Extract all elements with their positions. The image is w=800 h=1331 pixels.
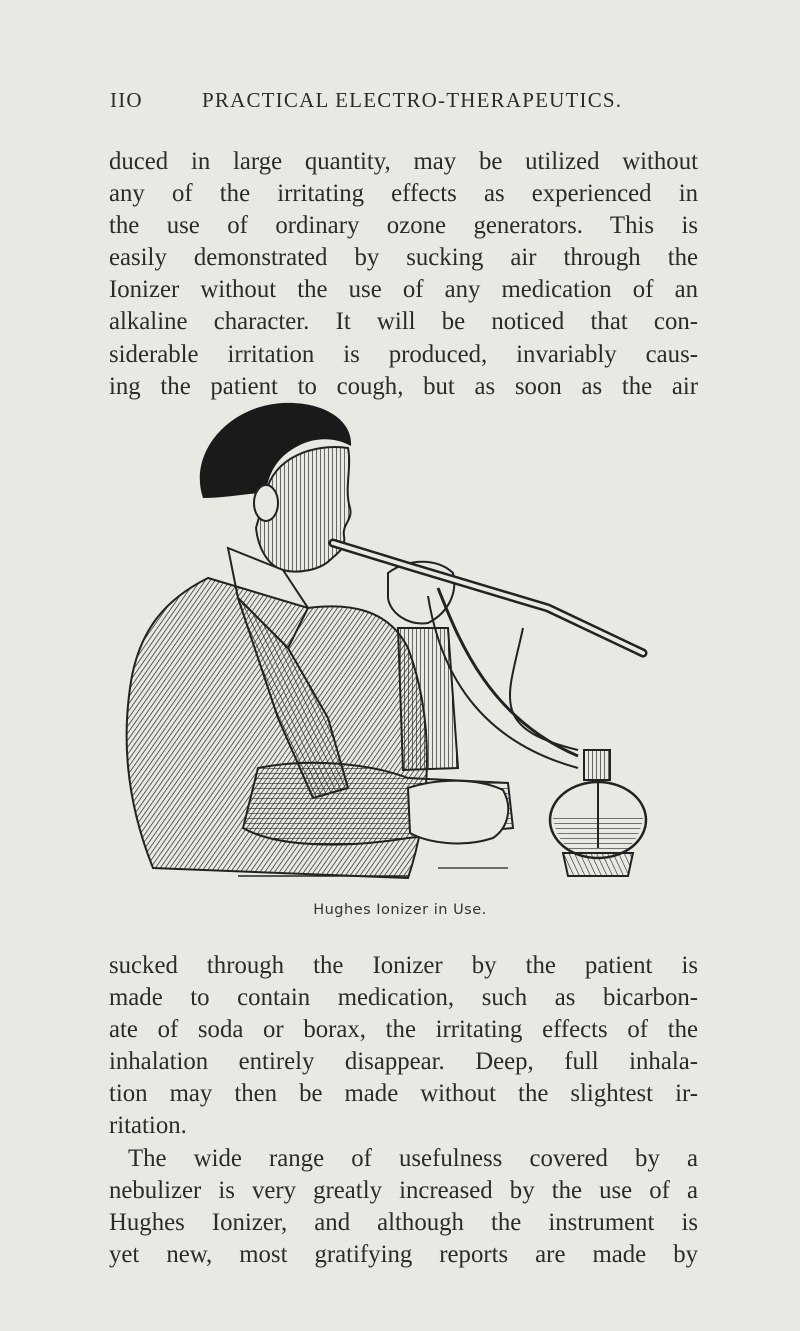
text-line: ing the patient to cough, but as soon as the air [109, 372, 698, 400]
text-line: sucked through the Ionizer by the patient is [109, 952, 698, 979]
text-line: nebulizer is very greatly increased by the use of a [109, 1177, 698, 1205]
paragraph-bottom [109, 1143, 698, 1271]
text-line [109, 1143, 698, 1175]
text-line: the use of ordinary ozone generators. This is [109, 212, 698, 240]
text-line: alkaline character. It will be noticed that con- [109, 308, 698, 336]
bottle-base [563, 853, 633, 876]
text-line: easily demonstrated by sucking air through the [109, 244, 698, 272]
rubber-tube [510, 628, 578, 750]
text-line: siderable irritation is produced, invariably caus- [109, 340, 698, 368]
paragraph-top [109, 146, 698, 403]
text-line: inhalation entirely disappear. Deep, full inhala- [109, 1048, 698, 1076]
text-line: duced in large quantity, may be utilized without [109, 148, 698, 175]
text-line: any of the irritating effects as experienced in [109, 180, 698, 208]
text-line: Ionizer without the use of any medication of an [109, 276, 698, 304]
running-header [110, 88, 690, 113]
ionizer-illustration [108, 398, 653, 893]
paragraph-middle [109, 950, 698, 1143]
raised-arm-shape [398, 628, 458, 770]
figure-caption: Hughes Ionizer in Use. [313, 902, 487, 918]
page-number: IIO [110, 88, 143, 112]
text-line: tion may then be made without the slightest ir- [109, 1080, 698, 1108]
running-title: PRACTICAL ELECTRO-THERAPEUTICS. [202, 88, 623, 112]
text-line: Hughes Ionizer, and although the instrument is [109, 1209, 698, 1237]
text-line: made to contain medication, such as bicarbon- [109, 984, 698, 1012]
hand-shape [408, 781, 508, 844]
bottle-stopper [584, 750, 610, 780]
text-line-content: The wide range of usefulness covered by a [128, 1145, 698, 1172]
text-line: yet new, most gratifying reports are made by [109, 1241, 698, 1269]
text-line: ritation. [109, 1112, 187, 1140]
text-line: ate of soda or borax, the irritating effects of the [109, 1016, 698, 1044]
ear-shape [254, 485, 278, 521]
